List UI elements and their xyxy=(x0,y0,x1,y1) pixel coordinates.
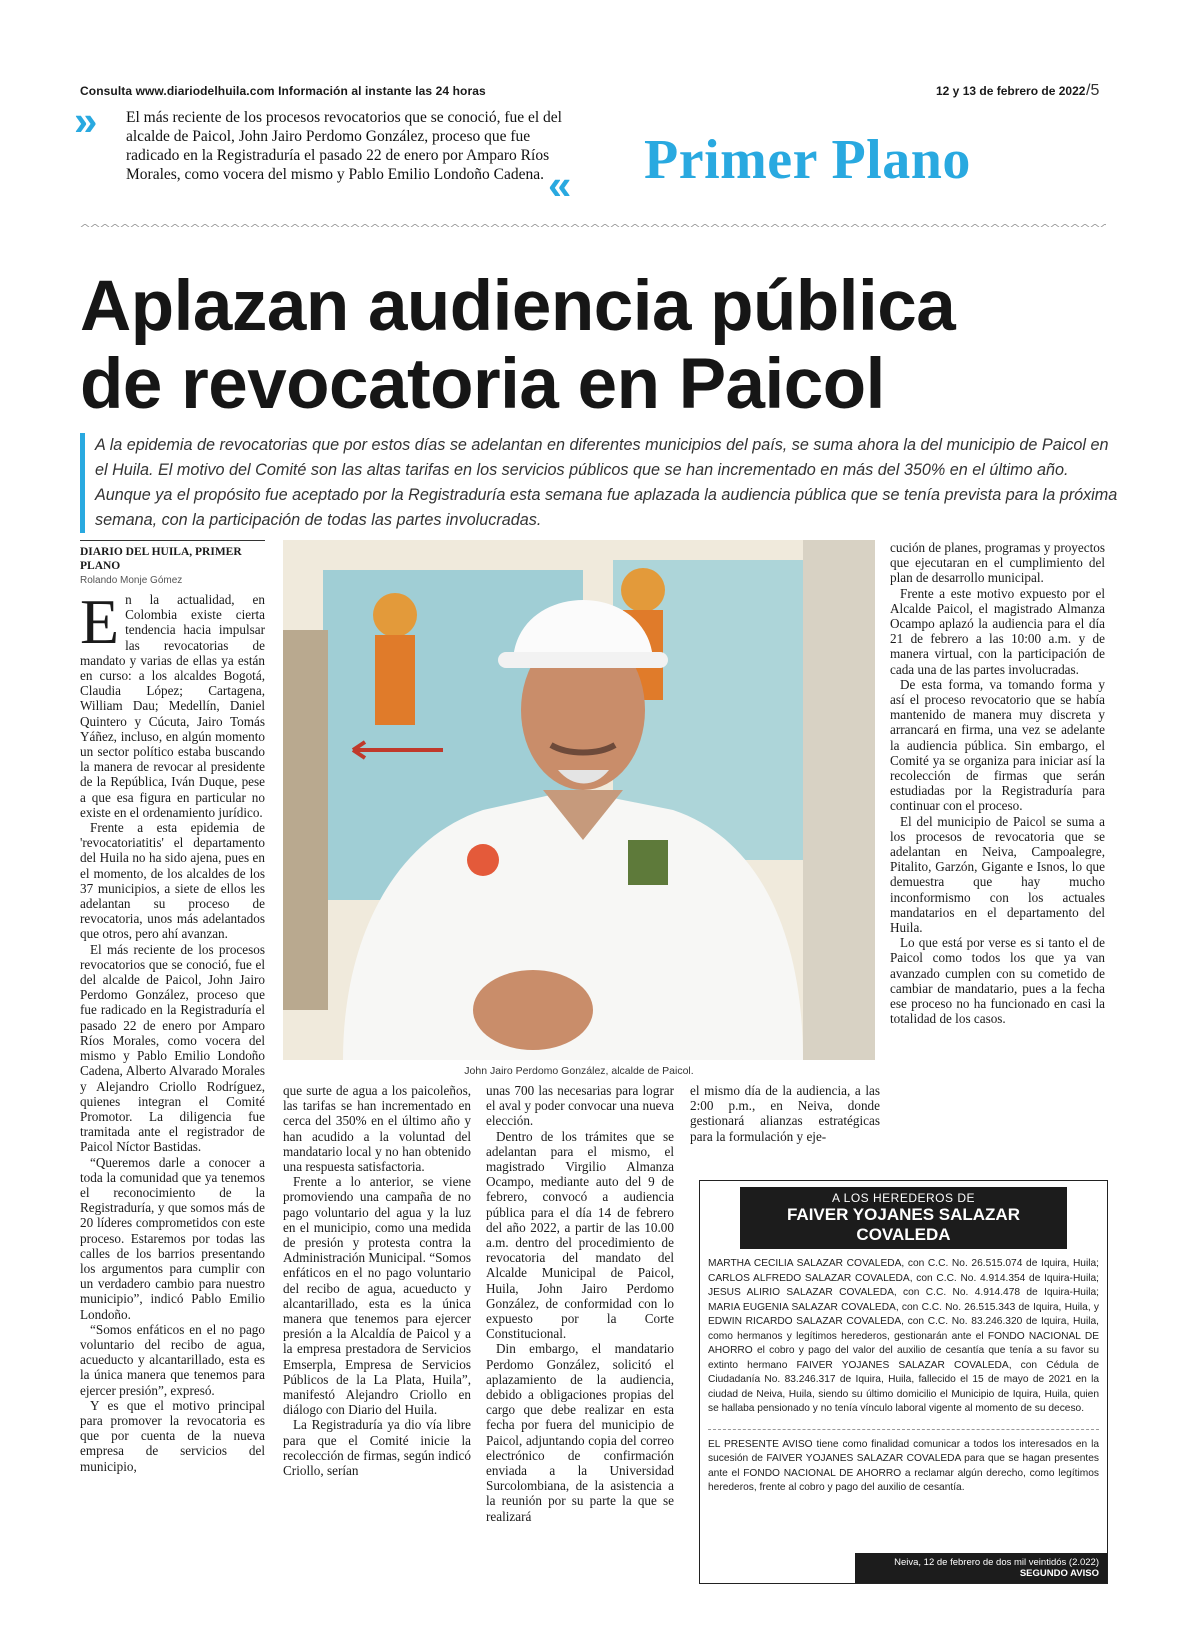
page-number: /5 xyxy=(1086,82,1100,99)
paragraph: De esta forma, va tomando forma y así el proceso revocatorio que se había mantenido de manera muy discreta y arrancará en firma, una vez se adelante la audiencia pública. Sin embargo, el Comité ya se organiza para iniciar así la recolección de firmas que serán estudiadas por la Registraduría para continuar con el proceso. xyxy=(890,676,1105,814)
byline: DIARIO DEL HUILA, PRIMER PLANO xyxy=(80,546,242,572)
paragraph: “Queremos darle a conocer a toda la comunidad que ya tenemos el reconocimiento de la Registraduría, y que somos más de 20 líderes comprometidos con este proceso. Estaremos por todas las calles de los barrios presentando los argumentos para cumplir con un verdadero cambio para nuestro municipio”, indicó Pablo Emilio Londoño. xyxy=(80,1154,265,1322)
quote-close-icon: « xyxy=(548,161,564,208)
author: Rolando Monje Gómez xyxy=(80,575,183,586)
headline-line-2: de revocatoria en Paicol xyxy=(80,345,885,424)
byline-rule xyxy=(80,540,265,541)
notice-body-1: MARTHA CECILIA SALAZAR COVALEDA, con C.C. No. 26.515.074 de Iquira, Huila; CARLOS ALFREDO SALAZAR COVALEDA, con C.C. No. 4.914.354 de Iquira-Huila; JESUS ALIRIO SALAZAR COVALEDA, con C.C. No. 4.914.478 de Iquira-Huila; MARIA EUGENIA SALAZAR COVALEDA, con C.C. No. 26.515.343 de Iquira, Huila, y EDWIN RICARDO SALAZAR COVALEDA, con C.C. No. 83.246.320 de Iquira, Huila, como hermanos y legítimos herederos, gestionarán ante el FONDO NACIONAL DE AHORRO el cobro y pago del valor del auxilio de cesantía que tenía a su favor su extinto hermano FAIVER YOJANES SALAZAR COVALEDA, con Cédula de Ciudadanía No. 83.246.317 de Iquira, Huila, fallecido el 15 de mayo de 2021 en la ciudad de Neiva, Huila, siendo su último domicilio el Municipio de Iquira, Huila, quien se hallaba pensionado y no tenía vínculo laboral vigente al momento de su deceso. xyxy=(708,1258,1099,1414)
site-note: Consulta www.diariodelhuila.com Información al instante las 24 horas xyxy=(80,84,486,98)
paragraph: El más reciente de los procesos revocatorios que se conoció, fue el del alcalde de Paicol, John Jairo Perdomo González, proceso que fue radicado en la Registraduría el pasado 22 de enero por Amparo Ríos Morales, como vocera del mismo y Pablo Emilio Londoño Cadena, Alberto Alvarado Morales y Alejandro Criollo Rodríguez, quienes integran el Comité Promotor. La diligencia fue tramitada ante el registrador de Paicol Níctor Bastidas. xyxy=(80,941,265,1155)
paragraph: “Somos enfáticos en el no pago voluntario del recibo de agua, acueducto y alcantarillado, esta es la única manera que tenemos para ejercer presión”, expresó. xyxy=(80,1321,265,1398)
headline-line-1: Aplazan audiencia pública xyxy=(80,267,956,346)
paragraph: En la actualidad, en Colombia existe cierta tendencia hacia impulsar las revocatorias de mandato y varias de ellas ya están en curso: a los alcaldes Bogotá, Claudia López; Cartagena, William Dau; Medellín, Daniel Quintero y Cúcuta, Jairo Tomás Yáñez, incluso, en algún momento un sector político estaba buscando la manera de revocar al presidente de la República, Iván Duque, pese a que esa figura en particular no existe en el ordenamiento jurídico. xyxy=(80,586,265,820)
legal-notice xyxy=(699,1180,1108,1584)
paragraph: Frente a esta epidemia de 'revocatoriatitis' el departamento del Huila no ha sido ajena, pues en el momento, de los alcaldes de los 37 municipios, a siete de ellos les adelantan su proceso de revocatoria, unos más adelantados que otros, pero ahí avanzan. xyxy=(80,820,265,942)
paragraph: Frente a este motivo expuesto por el Alcalde Paicol, el magistrado Almanza Ocampo aplazó la audiencia para el día 21 de febrero a las 10:00 a.m. y de manera virtual, con la participación de cada una de las partes involucradas. xyxy=(890,585,1105,677)
paragraph: que surte de agua a los paicoleños, las tarifas se han incrementado en cerca del 350% en el último año y han acudido a la voluntad del mandatario local y no han obtenido una respuesta satisfactoria. xyxy=(283,1083,471,1175)
issue-date: 12 y 13 de febrero de 2022 xyxy=(936,84,1086,98)
headline xyxy=(80,268,1110,424)
paragraph: El del municipio de Paicol se suma a los procesos de revocatoria que se adelantan en Neiva, Campoalegre, Pitalito, Garzón, Gigante e Isnos, lo que demuestra que hay mucho inconformismo con los actuales mandatarios en el departamento del Huila. xyxy=(890,813,1105,936)
notice-separator xyxy=(708,1429,1099,1430)
paragraph: Lo que está por verse es si tanto el de Paicol como todos los que ya van avanzado cumplen con su cometido de cambiar de mandatario, pues a la fecha ese proceso no ha funcionado en casi la totalidad de los casos. xyxy=(890,935,1105,1027)
notice-header xyxy=(740,1187,1067,1249)
paragraph: Din embargo, el mandatario Perdomo González, solicitó el aplazamiento de la audiencia, debido a obligaciones propias del cargo que debe realizar en esta fecha por fuera del municipio de Paicol, adjuntando copia del correo electrónico de confirmación enviada a la Universidad Surcolombiana, de la asistencia a la reunión por su parte la que se realizará xyxy=(486,1341,674,1524)
mayor-photo xyxy=(283,540,875,1060)
pull-quote: El más reciente de los procesos revocatorios que se conoció, fue el del alcalde de Paicol, John Jairo Perdomo González, proceso que fue radicado en la Registraduría el pasado 22 de enero por Amparo Ríos Morales, como vocera del mismo y Pablo Emilio Londoño Cadena. xyxy=(126,109,562,183)
paragraph: La Registraduría ya dio vía libre para que el Comité inicie la recolección de firmas, según indicó Criollo, serían xyxy=(283,1417,471,1479)
divider xyxy=(80,219,1106,227)
paragraph: Y es que el motivo principal para promover la revocatoria es que por cuenta de la nueva empresa de servicios del municipio, xyxy=(80,1397,265,1474)
paragraph: Dentro de los trámites que se adelantan para el mismo, el magistrado Virgilio Almanza Ocampo, mediante auto del 9 de febrero, convocó a audiencia pública para el día 14 de febrero del año 2022, a partir de las 10.00 a.m. dentro del procedimiento de revocatoria del mandato del Alcalde Municipal de Paicol, Huila, John Jairo Perdomo González, de conformidad con lo expuesto por la Corte Constitucional. xyxy=(486,1128,674,1342)
notice-header-small: A LOS HEREDEROS DE xyxy=(831,1191,976,1205)
notice-label: SEGUNDO AVISO xyxy=(1019,1568,1099,1579)
column-2 xyxy=(283,1083,471,1478)
column-4 xyxy=(690,1083,880,1144)
paragraph: cución de planes, programas y proyectos que ejecutaran en el cumplimiento del plan de desarrollo municipal. xyxy=(890,540,1105,586)
notice-body-2: EL PRESENTE AVISO tiene como finalidad comunicar a todos los interesados en la sucesión de FAIVER YOJANES SALAZAR COVALEDA para que se hagan presentes ante el FONDO NACIONAL DE AHORRO a reclamar algún derecho, como legítimos herederos, frente al cobro y pago del auxilio de cesantía. xyxy=(708,1438,1099,1493)
section-title: Primer Plano xyxy=(644,129,971,191)
drop-cap: E xyxy=(80,586,120,657)
quote-open-icon: » xyxy=(74,97,90,144)
paragraph: unas 700 las necesarias para lograr el aval y poder convocar una nueva elección. xyxy=(486,1083,674,1129)
column-5 xyxy=(890,540,1105,1027)
photo-caption: John Jairo Perdomo González, alcalde de Paicol. xyxy=(464,1065,694,1077)
notice-date: Neiva, 12 de febrero de dos mil veintidós (2.022) xyxy=(894,1557,1099,1568)
lead-paragraph: A la epidemia de revocatorias que por estos días se adelantan en diferentes municipios del país, se suma ahora la del municipio de Paicol en el Huila. El motivo del Comité son las altas tarifas en los servicios públicos que se han incrementado en más del 350% en el último año. Aunque ya el propósito fue aceptado por la Registraduría esta semana fue aplazada la audiencia pública que se tenía prevista para la próxima semana, con la participación de todas las partes involucradas. xyxy=(80,433,1125,533)
column-1 xyxy=(80,586,265,1474)
paragraph: Frente a lo anterior, se viene promoviendo una campaña de no pago voluntario del agua y la luz en el municipio, como una medida de presión y protesta contra la Administración Municipal. “Somos enfáticos en el no pago voluntario del recibo de agua, acueducto y alcantarillado, esta es la única manera que tenemos para ejercer presión a la Alcaldía de Paicol y a la empresa prestadora de Servicios Emserpla, Empresa de Servicios Públicos de la La Plata, Huila”, manifestó Alejandro Criollo en diálogo con Diario del Huila. xyxy=(283,1174,471,1418)
notice-header-name: FAIVER YOJANES SALAZAR COVALEDA xyxy=(786,1205,1020,1244)
column-3 xyxy=(486,1083,674,1524)
paragraph: el mismo día de la audiencia, a las 2:00 p.m., en Neiva, donde gestionará alianzas estratégicas para la formulación y eje- xyxy=(690,1083,880,1144)
notice-footer xyxy=(855,1553,1107,1583)
